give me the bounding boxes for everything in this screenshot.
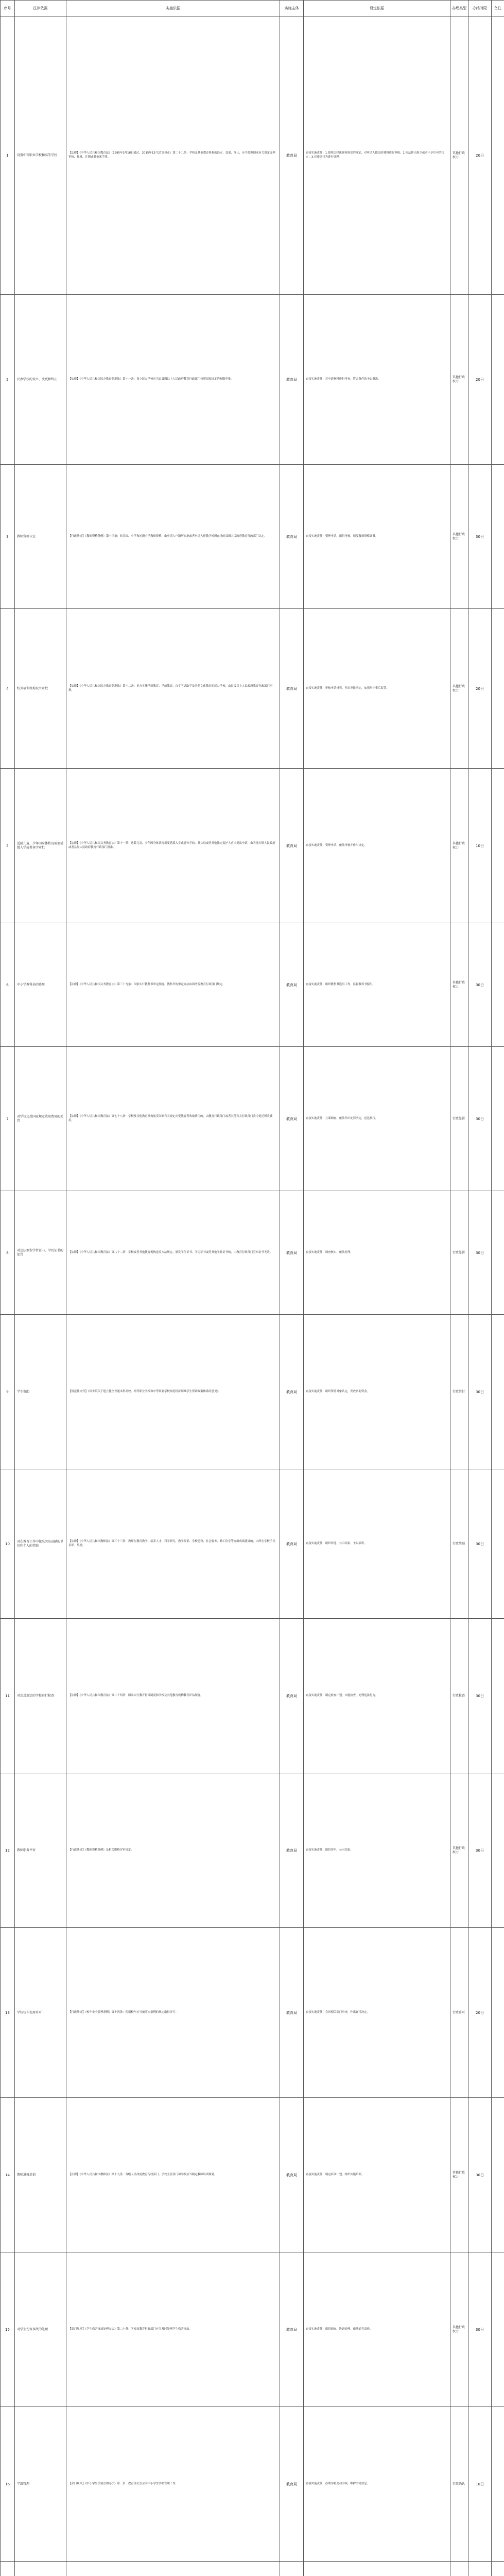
table-row xyxy=(1,1191,504,1315)
row-no: 3 xyxy=(6,534,9,539)
row-basis-cell xyxy=(66,609,280,769)
row-subject-cell xyxy=(280,923,304,1047)
row-subject: 教育局 xyxy=(286,1389,297,1394)
row-type-cell xyxy=(450,16,468,295)
row-type-cell xyxy=(450,1619,468,1773)
row-days: 10日 xyxy=(476,843,484,848)
row-basis-cell xyxy=(66,769,280,923)
row-subject-cell xyxy=(280,1315,304,1469)
row-dept: 直接实施责任：审核申请材料，作出审批决定，加强事中事后监管。 xyxy=(306,686,389,690)
row-type-cell xyxy=(450,923,468,1047)
table-row xyxy=(1,923,504,1047)
table-row xyxy=(1,1315,504,1469)
row-no: 2 xyxy=(6,377,9,382)
row-note-cell xyxy=(492,2562,504,2576)
row-basis: 【法律】《中华人民共和国民办教育促进法》第十二条：举办实施学历教育、学前教育、自学考试助学及其他文化教育的民办学校，由县级以上人民政府教育行政部门审批。 xyxy=(68,685,273,692)
row-dept-cell xyxy=(304,2407,450,2562)
row-type: 其他行政权力 xyxy=(453,841,465,850)
row-note-cell xyxy=(492,1191,504,1315)
row-note-cell xyxy=(492,1619,504,1773)
row-dept-cell xyxy=(304,1773,450,1928)
row-item: 学生资助 xyxy=(17,1389,30,1394)
row-days: 30日 xyxy=(476,2173,484,2177)
table-row xyxy=(1,1619,504,1773)
row-type: 其他行政权力 xyxy=(453,2325,465,2333)
row-basis-cell xyxy=(66,2098,280,2252)
row-days: 20日 xyxy=(476,686,484,691)
row-type: 其他行政权力 xyxy=(453,2171,465,2179)
row-basis: 【法律】《中华人民共和国义务教育法》第十一条：适龄儿童、少年因身体状况需要延缓入学或者休学的，其父母或者其他法定监护人应当提出申请，由当地乡镇人民政府或者县级人民政府教育行政部门批准。 xyxy=(68,842,275,849)
row-no-cell xyxy=(1,2098,15,2252)
row-subject: 教育局 xyxy=(286,843,297,848)
row-note-cell xyxy=(492,1928,504,2098)
row-item-cell xyxy=(15,2252,66,2407)
row-no-cell xyxy=(1,769,15,923)
row-subject-cell xyxy=(280,2252,304,2407)
row-basis: 【法律】《中华人民共和国教师法》第十九条：各级人民政府教育行政部门、学校主管部门和学校应当制定教师培训规划。 xyxy=(68,2173,217,2176)
row-note-cell xyxy=(492,465,504,609)
row-type: 其他行政权力 xyxy=(453,684,465,692)
row-type-cell xyxy=(450,465,468,609)
row-subject-cell xyxy=(280,769,304,923)
table-row xyxy=(1,2562,504,2576)
table-row xyxy=(1,1047,504,1191)
row-dept: 直接实施责任：组织调查，协调处理，依法追究责任。 xyxy=(306,2327,373,2331)
row-dept: 直接实施责任：制定检查计划，实施检查，处理违法行为。 xyxy=(306,1693,378,1697)
row-type-cell xyxy=(450,2098,468,2252)
row-no: 4 xyxy=(6,686,9,691)
header-note: 备注 xyxy=(492,1,504,16)
row-basis: 【行政法规】《教师资格条例》第十三条：幼儿园、小学和初级中学教师资格，由申请人户籍所在地或者申请人任教学校所在地的县级人民政府教育行政部门认定。 xyxy=(68,534,267,538)
row-subject: 教育局 xyxy=(286,153,297,158)
row-basis-cell xyxy=(66,1619,280,1773)
row-dept: 直接实施责任：对申请材料进行审查，符合条件的予以批准。 xyxy=(306,377,381,381)
table-row xyxy=(1,1469,504,1619)
row-type: 行政处罚 xyxy=(453,1116,465,1121)
row-note-cell xyxy=(492,1315,504,1469)
row-item-cell xyxy=(15,465,66,609)
row-item: 民办学校的设立、变更和终止 xyxy=(17,377,58,381)
row-subject-cell xyxy=(280,1047,304,1191)
row-note-cell xyxy=(492,2252,504,2407)
row-type: 其他行政权力 xyxy=(453,980,465,989)
row-dept-cell xyxy=(304,465,450,609)
row-subject: 教育局 xyxy=(286,1541,297,1546)
row-no-cell xyxy=(1,465,15,609)
row-type: 其他行政权力 xyxy=(453,1846,465,1854)
row-no-cell xyxy=(1,2562,15,2576)
row-item-cell xyxy=(15,2407,66,2562)
row-days: 30日 xyxy=(476,2327,484,2332)
row-dept-cell xyxy=(304,769,450,923)
row-subject: 教育局 xyxy=(286,1848,297,1853)
row-days: 30日 xyxy=(476,1116,484,1121)
row-subject-cell xyxy=(280,1619,304,1773)
row-type: 行政处罚 xyxy=(453,1250,465,1255)
row-type: 其他行政权力 xyxy=(453,151,465,159)
row-note-cell xyxy=(492,1047,504,1191)
row-item-cell xyxy=(15,1469,66,1619)
row-subject-cell xyxy=(280,1469,304,1619)
row-item: 对违反规定的学校进行检查 xyxy=(17,1693,55,1698)
row-subject-cell xyxy=(280,295,304,465)
row-basis-cell xyxy=(66,16,280,295)
row-subject: 教育局 xyxy=(286,686,297,691)
row-dept: 直接实施责任：会同相关部门审查，作出许可决定。 xyxy=(306,2010,370,2014)
row-no: 7 xyxy=(6,1116,9,1121)
row-no: 9 xyxy=(6,1389,9,1394)
row-item-cell xyxy=(15,16,66,295)
row-dept: 直接实施责任：组织评选，公示结果，予以表彰。 xyxy=(306,1541,367,1545)
row-no: 13 xyxy=(5,2010,10,2015)
row-days-cell xyxy=(468,1315,492,1469)
row-basis: 【法律】《中华人民共和国教育法》第二十四条：国家实行教育督导制度和学校及其他教育机构教育评估制度。 xyxy=(68,1693,203,1697)
row-no: 5 xyxy=(6,843,9,848)
row-subject: 教育局 xyxy=(286,982,297,987)
row-no-cell xyxy=(1,16,15,295)
row-basis: 【行政法规】《教师资格条例》及相关职称评审规定。 xyxy=(68,1848,134,1852)
row-dept-cell xyxy=(304,2098,450,2252)
row-basis-cell xyxy=(66,1047,280,1191)
row-basis: 【部门规章】《中小学生学籍管理办法》第三条：教育部主管全国中小学生学籍管理工作。 xyxy=(68,2482,178,2485)
row-basis: 【法律】《中华人民共和国教育法》第八十二条：学校或者其他教育机构违反本法规定，颁发学位证书、学历证书或者其他学业证书的，由教育行政部门宣布证书无效。 xyxy=(68,1250,273,1254)
row-item-cell xyxy=(15,2098,66,2252)
row-item-cell xyxy=(15,1619,66,1773)
row-subject: 教育局 xyxy=(286,1250,297,1255)
row-subject: 教育局 xyxy=(286,2010,297,2015)
row-dept-cell xyxy=(304,1469,450,1619)
row-dept-cell xyxy=(304,2562,450,2576)
row-type: 行政确认 xyxy=(453,2482,465,2486)
row-dept: 直接实施责任：1.按照法律法规和规章的规定，对申请人提交的材料进行审核；2.依法作出准予或者不予许可的决定；3.对违法行为进行处理。 xyxy=(306,151,445,159)
row-item-cell xyxy=(15,1773,66,1928)
row-type-cell xyxy=(450,1928,468,2098)
row-note-cell xyxy=(492,2407,504,2562)
row-type-cell xyxy=(450,2562,468,2576)
row-item: 对学校违反国家规定收取费用的处罚 xyxy=(17,1114,64,1123)
header-basis: 实施依据 xyxy=(66,1,280,16)
row-type-cell xyxy=(450,295,468,465)
row-type-cell xyxy=(450,769,468,923)
row-note-cell xyxy=(492,1773,504,1928)
row-dept: 直接实施责任：调查核实，依法处理。 xyxy=(306,1250,353,1254)
row-type: 其他行政权力 xyxy=(453,532,465,540)
row-days-cell xyxy=(468,923,492,1047)
row-item: 对违法颁发学位证书、学历证书的处罚 xyxy=(17,1248,64,1257)
table-row xyxy=(1,2407,504,2562)
row-dept: 直接实施责任：制定培训计划，组织实施培训。 xyxy=(306,2173,364,2176)
row-basis-cell xyxy=(66,2252,280,2407)
row-days-cell xyxy=(468,1619,492,1773)
row-type-cell xyxy=(450,2252,468,2407)
row-type-cell xyxy=(450,1773,468,1928)
table-row xyxy=(1,2098,504,2252)
table-row xyxy=(1,1773,504,1928)
row-no: 8 xyxy=(6,1250,9,1255)
row-type-cell xyxy=(450,609,468,769)
row-item: 适龄儿童、少年因身体状况需要延缓入学或者休学审批 xyxy=(17,841,64,850)
table-row xyxy=(1,295,504,465)
row-subject-cell xyxy=(280,2407,304,2562)
row-type-cell xyxy=(450,1047,468,1191)
row-basis-cell xyxy=(66,2562,280,2576)
row-dept-cell xyxy=(304,1047,450,1191)
row-subject: 教育局 xyxy=(286,2173,297,2177)
row-dept-cell xyxy=(304,1619,450,1773)
row-no: 14 xyxy=(5,2173,10,2177)
row-no: 6 xyxy=(6,982,9,987)
row-no: 10 xyxy=(5,1541,10,1546)
row-subject-cell xyxy=(280,609,304,769)
table-row xyxy=(1,465,504,609)
row-dept-cell xyxy=(304,295,450,465)
row-basis-cell xyxy=(66,1191,280,1315)
row-no-cell xyxy=(1,2252,15,2407)
row-item-cell xyxy=(15,1047,66,1191)
row-type: 行政给付 xyxy=(453,1389,465,1394)
header-item: 法律依据 xyxy=(15,1,66,16)
row-item: 教师资格认定 xyxy=(17,534,36,538)
row-note-cell xyxy=(492,923,504,1047)
row-subject-cell xyxy=(280,2562,304,2576)
row-item: 中小学教科书的选用 xyxy=(17,982,45,987)
row-basis-cell xyxy=(66,1928,280,2098)
row-basis: 【法律】《中华人民共和国教师法》第三十三条：教师在教育教学、培养人才、科学研究、教学改革、学校建设、社会服务、勤工俭学等方面成绩优异的，由所在学校予以表彰、奖励。 xyxy=(68,1540,275,1547)
row-no-cell xyxy=(1,2407,15,2562)
row-days: 20日 xyxy=(476,377,484,382)
row-item-cell xyxy=(15,923,66,1047)
row-no-cell xyxy=(1,609,15,769)
table-row xyxy=(1,2252,504,2407)
row-days: 30日 xyxy=(476,534,484,539)
row-note-cell xyxy=(492,609,504,769)
row-subject-cell xyxy=(280,16,304,295)
row-dept-cell xyxy=(304,2252,450,2407)
row-dept-cell xyxy=(304,1928,450,2098)
row-days-cell xyxy=(468,2562,492,2576)
row-days-cell xyxy=(468,16,492,295)
row-subject: 教育局 xyxy=(286,377,297,382)
row-item-cell xyxy=(15,1928,66,2098)
row-item: 学校校车使用许可 xyxy=(17,2010,42,2014)
row-days: 20日 xyxy=(476,153,484,158)
row-basis-cell xyxy=(66,923,280,1047)
row-days-cell xyxy=(468,2098,492,2252)
row-days: 30日 xyxy=(476,1250,484,1255)
row-days: 30日 xyxy=(476,1389,484,1394)
row-basis: 【法律】《中华人民共和国教育法》（1995年3月18日通过，2015年12月27日修正）第二十九条：学校及其他教育机构的设立、变更、终止，应当按照国家有关规定办理审核、批准、注册或者备案手续。 xyxy=(68,151,275,159)
row-days-cell xyxy=(468,1047,492,1191)
row-basis-cell xyxy=(66,1469,280,1619)
row-days: 30日 xyxy=(476,1693,484,1698)
row-note-cell xyxy=(492,769,504,923)
row-days-cell xyxy=(468,295,492,465)
row-basis-cell xyxy=(66,1773,280,1928)
row-item: 对在教育工作中做出突出贡献的单位和个人的奖励 xyxy=(17,1539,64,1548)
row-basis: 【法律】《中华人民共和国民办教育促进法》第十一条：设立民办学校应当由县级以上人民政府教育行政部门按照国家规定的权限审批。 xyxy=(68,377,234,381)
row-no-cell xyxy=(1,295,15,465)
row-days-cell xyxy=(468,1928,492,2098)
row-basis-cell xyxy=(66,1315,280,1469)
row-type-cell xyxy=(450,1469,468,1619)
row-item-cell xyxy=(15,1315,66,1469)
header-dept: 设定依据 xyxy=(304,1,450,16)
row-no-cell xyxy=(1,1619,15,1773)
row-item-cell xyxy=(15,1191,66,1315)
row-subject: 教育局 xyxy=(286,1693,297,1698)
row-type: 其他行政权力 xyxy=(453,375,465,383)
row-type: 行政检查 xyxy=(453,1693,465,1698)
row-days-cell xyxy=(468,1191,492,1315)
row-type: 行政奖励 xyxy=(453,1541,465,1546)
row-item: 学籍管理 xyxy=(17,2482,30,2486)
row-days-cell xyxy=(468,2407,492,2562)
row-item-cell xyxy=(15,295,66,465)
table-row xyxy=(1,609,504,769)
row-basis-cell xyxy=(66,2407,280,2562)
table-row xyxy=(1,1928,504,2098)
row-subject: 教育局 xyxy=(286,2482,297,2486)
row-basis: 【行政法规】《校车安全管理条例》第十四条：使用校车应当依照本条例的规定取得许可。 xyxy=(68,2010,178,2014)
row-days: 30日 xyxy=(476,1541,484,1546)
row-basis: 【法律】《中华人民共和国义务教育法》第三十九条：国家实行教科书审定制度。教科书的审定办法由国务院教育行政部门规定。 xyxy=(68,982,225,986)
header-type: 办理类型 xyxy=(450,1,468,16)
row-no-cell xyxy=(1,923,15,1047)
row-days-cell xyxy=(468,609,492,769)
table-header-row xyxy=(1,1,504,16)
row-item: 校外培训机构设立审批 xyxy=(17,686,48,690)
row-no: 16 xyxy=(5,2482,10,2486)
table-row xyxy=(1,769,504,923)
row-item-cell xyxy=(15,2562,66,2576)
row-subject-cell xyxy=(280,465,304,609)
row-no: 15 xyxy=(5,2327,10,2332)
row-no-cell xyxy=(1,1315,15,1469)
row-days: 30日 xyxy=(476,1848,484,1853)
row-subject-cell xyxy=(280,1928,304,2098)
row-dept: 直接实施责任：受理申请，依法审核并作出决定。 xyxy=(306,843,367,847)
row-days-cell xyxy=(468,769,492,923)
header-days: 办结时限 xyxy=(468,1,492,16)
row-days: 30日 xyxy=(476,982,484,987)
row-note-cell xyxy=(492,2098,504,2252)
header-subject: 实施主体 xyxy=(280,1,304,16)
row-subject: 教育局 xyxy=(286,1116,297,1121)
row-basis-cell xyxy=(66,295,280,465)
row-basis: 【规范性文件】《国务院关于建立健全普通本科高校、高等职业学校和中等职业学校家庭经济困难学生资助政策体系的意见》。 xyxy=(68,1389,221,1393)
row-dept: 直接实施责任：组织评审，公示结果。 xyxy=(306,1848,353,1852)
row-no-cell xyxy=(1,1773,15,1928)
row-item: 对学生伤害事故的处理 xyxy=(17,2327,48,2331)
row-subject: 教育局 xyxy=(286,2327,297,2332)
row-dept-cell xyxy=(304,923,450,1047)
row-dept: 直接实施责任：立案调查，依法作出处罚决定，送达执行。 xyxy=(306,1116,378,1120)
row-subject-cell xyxy=(280,1191,304,1315)
table-row xyxy=(1,16,504,295)
row-no-cell xyxy=(1,1928,15,2098)
row-type: 行政许可 xyxy=(453,2010,465,2014)
row-note-cell xyxy=(492,16,504,295)
row-item-cell xyxy=(15,609,66,769)
row-item: 教师职务评审 xyxy=(17,1848,36,1852)
row-type-cell xyxy=(450,1191,468,1315)
row-item: 设置中等职业学校和高等学校 xyxy=(17,153,58,157)
row-no: 1 xyxy=(6,153,9,158)
row-note-cell xyxy=(492,295,504,465)
row-no: 12 xyxy=(5,1848,10,1853)
row-item-cell xyxy=(15,769,66,923)
row-no-cell xyxy=(1,1469,15,1619)
row-basis: 【部门规章】《学生伤害事故处理办法》第二十条：学校及教育行政部门应当及时处理学生伤害事故。 xyxy=(68,2327,192,2331)
row-subject-cell xyxy=(280,2098,304,2252)
row-item: 教师进修培训 xyxy=(17,2173,36,2177)
row-dept: 直接实施责任：办理学籍变动手续，维护学籍信息。 xyxy=(306,2482,370,2485)
row-basis: 【法律】《中华人民共和国教育法》第七十八条：学校及其他教育机构违反国家有关规定向受教育者收取费用的，由教育行政部门或者其他有关行政部门责令退还所收费用。 xyxy=(68,1115,273,1122)
row-days: 10日 xyxy=(476,2482,484,2486)
row-note-cell xyxy=(492,1469,504,1619)
row-dept-cell xyxy=(304,16,450,295)
row-dept-cell xyxy=(304,1191,450,1315)
row-days-cell xyxy=(468,465,492,609)
row-no: 11 xyxy=(5,1693,10,1698)
row-subject: 教育局 xyxy=(286,534,297,539)
row-days-cell xyxy=(468,1469,492,1619)
row-dept: 直接实施责任：受理申请，组织审核，颁发教师资格证书。 xyxy=(306,534,378,538)
row-type-cell xyxy=(450,2407,468,2562)
row-type-cell xyxy=(450,1315,468,1469)
row-dept-cell xyxy=(304,609,450,769)
row-dept-cell xyxy=(304,1315,450,1469)
row-days-cell xyxy=(468,2252,492,2407)
row-no-cell xyxy=(1,1047,15,1191)
header-no: 序号 xyxy=(1,1,15,16)
row-days-cell xyxy=(468,1773,492,1928)
row-dept: 直接实施责任：组织教科书选用工作，监督教科书使用。 xyxy=(306,982,375,986)
row-subject-cell xyxy=(280,1773,304,1928)
row-basis-cell xyxy=(66,465,280,609)
row-days: 20日 xyxy=(476,2010,484,2015)
row-no-cell xyxy=(1,1191,15,1315)
row-dept: 直接实施责任：组织资助对象认定，发放资助资金。 xyxy=(306,1389,370,1393)
